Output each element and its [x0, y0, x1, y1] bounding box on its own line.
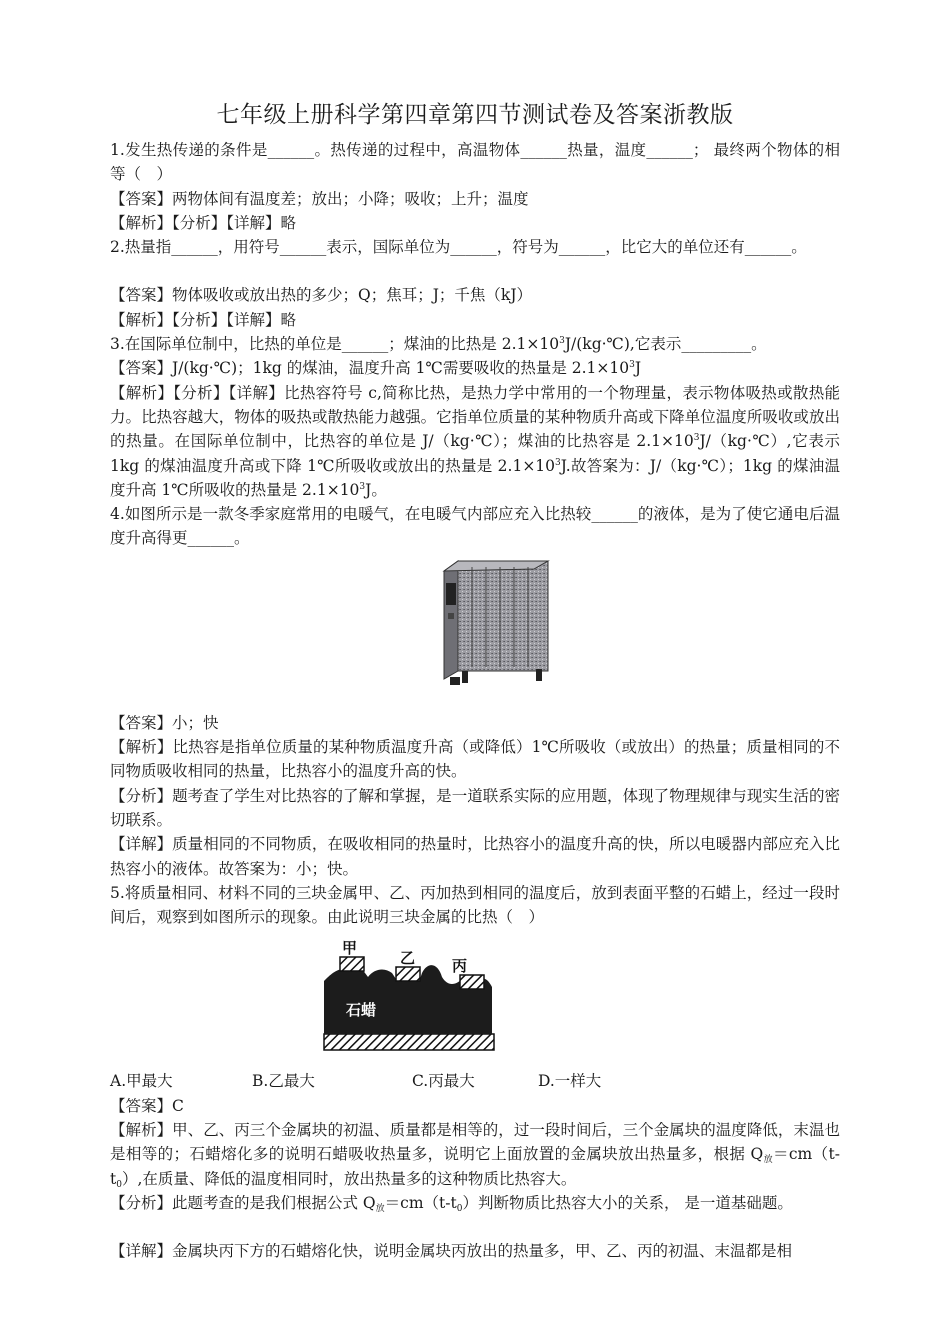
paraffin-wax-diagram	[322, 939, 497, 1054]
blank-line	[110, 1215, 840, 1239]
answer-4: 【答案】小；快	[110, 713, 219, 732]
analysis-5: 【解析】甲、乙、丙三个金属块的初温、质量都是相等的，过一段时间后，三个金属块的温度降低，末温也是相等的；石蜡熔化多的说明石蜡吸收热量多，说明它上面放置的金属块放出热量多，根据 $Q_放=cm(t-t_0)$,在质量、降低的温度相同时，放出热量多的这种物质比热容大。	[110, 1121, 840, 1190]
analysis-1: 【解析】【分析】【详解】略	[110, 213, 297, 232]
question-2: 2.热量指______，用符号______表示，国际单位为______，符号为______，比它大的单位还有______。	[110, 238, 807, 257]
answer-1: 【答案】两物体间有温度差；放出；小降；吸收；上升；温度	[110, 189, 529, 208]
label-jia: 甲	[342, 939, 358, 958]
option-c[interactable]: C.丙最大	[412, 1072, 475, 1091]
question-5: 5.将质量相同、材料不同的三块金属甲、乙、丙加热到相同的温度后，放到表面平整的石蜡上，经过一段时间后，观察到如图所示的现象。由此说明三块金属的比热（ ）	[110, 883, 840, 927]
answer-2: 【答案】物体吸收或放出热的多少；Q；焦耳；J；千焦（kJ）	[110, 286, 533, 305]
heater-figure	[110, 551, 840, 711]
option-d[interactable]: D.一样大	[538, 1072, 602, 1091]
option-a[interactable]: A.甲最大	[110, 1072, 173, 1091]
question-1: 1.发生热传递的条件是______。热传递的过程中，高温物体______热量，温度______； 最终两个物体的相等（ ）	[110, 141, 840, 184]
analysis-3: 【解析】【分析】【详解】比热容符号 c,简称比热，是热力学中常用的一个物理量，表示物体吸热或散热能力。比热容越大，物体的吸热或散热能力越强。它指单位质量的某种物质升高或下降单位温度所吸收或放出的热量。在国际单位制中，比热容的单位是 J/（kg·℃）；煤油的比热容是 $2.1\times 10^3J/(kg\cdot℃)$,它表示 1kg 的煤油温度升高或下降 1℃所吸收或放出的热量是 $2.1\times 10^3J$.故答案为：J/（kg·℃）；1kg 的煤油温度升高 1℃所吸收的热量是 $2.1\times 10^3J$。	[110, 383, 840, 499]
wax-figure	[110, 929, 840, 1069]
answer-3: 【答案】J/(kg·℃)；1kg 的煤油，温度升高 1℃需要吸收的热量是 $2.1\times 10^3J$	[110, 359, 642, 378]
question-4: 4.如图所示是一款冬季家庭常用的电暖气，在电暖气内部应充入比热较______的液体，是为了使它通电后温度升高得更______。	[110, 505, 840, 548]
analysis-2: 【解析】【分析】【详解】略	[110, 310, 297, 329]
answer-5: 【答案】C	[110, 1096, 184, 1115]
xiangjie-5: 【详解】金属块丙下方的石蜡熔化快，说明金属块丙放出的热量多，甲、乙、丙的初温、末温都是相	[110, 1242, 793, 1261]
fenxi-5: 【分析】此题考查的是我们根据公式 $Q_放=cm(t-t_0)$判断物质比热容大小的关系， 是一道基础题。	[110, 1193, 793, 1214]
question-3: 3.在国际单位制中，比热的单位是______；煤油的比热是 $2.1\times 10^3J/(kg\cdot℃)$,它表示_________。	[110, 335, 767, 354]
analysis-4: 【解析】比热容是指单位质量的某种物质温度升高（或降低）1℃所吸收（或放出）的热量；质量相同的不同物质吸收相同的热量，比热容小的温度升高的快。	[110, 738, 840, 781]
label-wax: 石蜡	[346, 1001, 377, 1020]
label-yi: 乙	[400, 949, 416, 968]
document-title: 七年级上册科学第四章第四节测试卷及答案浙教版	[216, 102, 734, 128]
option-b[interactable]: B.乙最大	[252, 1072, 315, 1091]
xiangjie-4: 【详解】质量相同的不同物质，在吸收相同的热量时，比热容小的温度升高的快，所以电暖器内部应充入比热容小的液体。故答案为：小；快。	[110, 835, 840, 878]
options-5	[110, 1069, 840, 1093]
blank-line	[110, 259, 840, 283]
label-bing: 丙	[452, 957, 468, 976]
fenxi-4: 【分析】题考查了学生对比热容的了解和掌握，是一道联系实际的应用题，体现了物理规律与现实生活的密切联系。	[110, 786, 840, 829]
electric-heater-image	[440, 553, 552, 693]
